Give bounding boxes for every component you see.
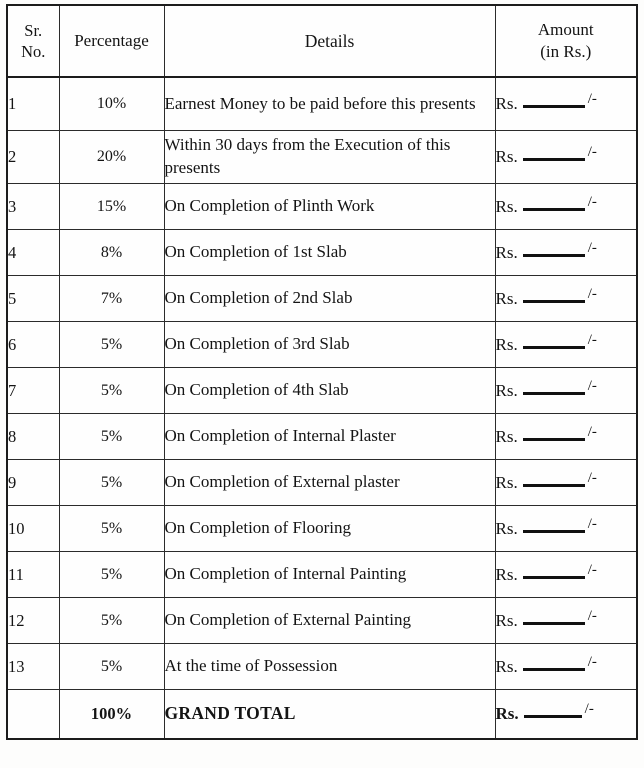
cell-sr-no: 6: [7, 322, 59, 368]
amount-blank-field[interactable]: [495, 377, 637, 401]
table-row: [7, 322, 637, 368]
cell-percentage: 5%: [59, 644, 164, 690]
column-header-amount-line2: (in Rs.): [540, 42, 592, 61]
amount-suffix: /-: [587, 561, 597, 578]
cell-details: On Completion of 1st Slab: [164, 230, 495, 276]
cell-percentage: 5%: [59, 552, 164, 598]
amount-blank-line[interactable]: [523, 335, 585, 349]
grand-total-row: [7, 690, 637, 740]
cell-percentage: 15%: [59, 184, 164, 230]
amount-suffix: /-: [587, 91, 597, 107]
cell-amount: [495, 460, 637, 506]
cell-amount: [495, 368, 637, 414]
cell-details: Earnest Money to be paid before this presents: [164, 77, 495, 131]
cell-sr-no: 11: [7, 552, 59, 598]
column-header-amount: [495, 5, 637, 77]
currency-label: Rs.: [495, 472, 518, 492]
cell-percentage: 20%: [59, 131, 164, 184]
currency-label: Rs.: [495, 380, 518, 400]
payment-schedule-table: [6, 4, 638, 740]
cell-details: On Completion of 2nd Slab: [164, 276, 495, 322]
cell-amount: [495, 322, 637, 368]
cell-sr-no: 5: [7, 276, 59, 322]
cell-percentage: 5%: [59, 460, 164, 506]
amount-blank-field[interactable]: [495, 607, 637, 631]
amount-blank-field[interactable]: [495, 561, 637, 585]
amount-blank-line[interactable]: [523, 473, 585, 487]
cell-sr-no: 3: [7, 184, 59, 230]
cell-amount: [495, 230, 637, 276]
cell-amount: [495, 598, 637, 644]
cell-sr-no: 2: [7, 131, 59, 184]
table-row: [7, 552, 637, 598]
cell-percentage: 5%: [59, 506, 164, 552]
column-header-percentage: Percentage: [59, 5, 164, 77]
cell-details: On Completion of External Painting: [164, 598, 495, 644]
amount-blank-line[interactable]: [523, 381, 585, 395]
cell-details: On Completion of 4th Slab: [164, 368, 495, 414]
cell-sr-no: 12: [7, 598, 59, 644]
cell-details: At the time of Possession: [164, 644, 495, 690]
table-header: [7, 5, 637, 77]
table-row: [7, 77, 637, 131]
table-row: [7, 368, 637, 414]
cell-sr-no: 4: [7, 230, 59, 276]
amount-suffix: /-: [587, 515, 597, 532]
cell-total-label: GRAND TOTAL: [164, 690, 495, 740]
amount-suffix: /-: [587, 285, 597, 302]
cell-details: On Completion of 3rd Slab: [164, 322, 495, 368]
cell-sr-no: 10: [7, 506, 59, 552]
amount-blank-field[interactable]: [495, 469, 637, 493]
table-row: [7, 230, 637, 276]
cell-percentage: 8%: [59, 230, 164, 276]
cell-percentage: 7%: [59, 276, 164, 322]
amount-suffix: /-: [587, 331, 597, 348]
table-row: [7, 598, 637, 644]
amount-blank-line[interactable]: [523, 565, 585, 579]
table-row: [7, 506, 637, 552]
amount-suffix: /-: [587, 469, 597, 486]
cell-amount: [495, 77, 637, 131]
column-header-sr-no-line1: Sr.: [24, 20, 43, 40]
column-header-amount-line1: Amount: [537, 20, 594, 40]
amount-blank-field[interactable]: [495, 239, 637, 263]
currency-label: Rs.: [495, 704, 519, 723]
amount-suffix: /-: [587, 377, 597, 394]
amount-blank-line[interactable]: [523, 427, 585, 441]
amount-blank-line[interactable]: [523, 289, 585, 303]
amount-blank-line[interactable]: [523, 611, 585, 625]
amount-suffix: /-: [584, 701, 594, 717]
cell-details: On Completion of Flooring: [164, 506, 495, 552]
cell-percentage: 10%: [59, 77, 164, 131]
cell-amount: [495, 276, 637, 322]
table-row: [7, 414, 637, 460]
cell-details: On Completion of Plinth Work: [164, 184, 495, 230]
cell-amount: [495, 506, 637, 552]
currency-label: Rs.: [495, 564, 518, 584]
table-body: [7, 77, 637, 739]
cell-percentage: 5%: [59, 368, 164, 414]
amount-suffix: /-: [587, 607, 597, 624]
currency-label: Rs.: [495, 94, 518, 113]
table-row: [7, 184, 637, 230]
amount-blank-field[interactable]: [495, 144, 637, 167]
currency-label: Rs.: [495, 288, 518, 308]
amount-blank-field[interactable]: [495, 193, 637, 217]
cell-percentage: 5%: [59, 598, 164, 644]
cell-sr-no: [7, 690, 59, 740]
cell-amount: [495, 644, 637, 690]
amount-blank-field[interactable]: [495, 331, 637, 355]
amount-suffix: /-: [587, 423, 597, 440]
currency-label: Rs.: [495, 518, 518, 538]
cell-details: On Completion of Internal Painting: [164, 552, 495, 598]
amount-suffix: /-: [587, 239, 597, 256]
table-row: [7, 460, 637, 506]
currency-label: Rs.: [495, 147, 518, 166]
currency-label: Rs.: [495, 426, 518, 446]
amount-blank-line[interactable]: [523, 243, 585, 257]
column-header-sr-no-line2: No.: [21, 42, 46, 61]
cell-details: On Completion of Internal Plaster: [164, 414, 495, 460]
amount-blank-field[interactable]: [495, 91, 637, 114]
currency-label: Rs.: [495, 242, 518, 262]
cell-details: Within 30 days from the Execution of this presents: [164, 131, 495, 184]
cell-sr-no: 7: [7, 368, 59, 414]
cell-amount: [495, 552, 637, 598]
cell-sr-no: 9: [7, 460, 59, 506]
table-row: [7, 644, 637, 690]
table-row: [7, 131, 637, 184]
amount-blank-line[interactable]: [524, 704, 582, 718]
cell-amount: [495, 414, 637, 460]
cell-amount: [495, 131, 637, 184]
amount-blank-line[interactable]: [523, 147, 585, 161]
currency-label: Rs.: [495, 196, 518, 216]
amount-blank-line[interactable]: [523, 519, 585, 533]
amount-blank-line[interactable]: [523, 197, 585, 211]
cell-percentage: 5%: [59, 322, 164, 368]
cell-sr-no: 1: [7, 77, 59, 131]
currency-label: Rs.: [495, 656, 518, 676]
cell-details: On Completion of External plaster: [164, 460, 495, 506]
amount-blank-field[interactable]: [495, 423, 637, 447]
currency-label: Rs.: [495, 334, 518, 354]
cell-total-percentage: 100%: [59, 690, 164, 740]
cell-sr-no: 8: [7, 414, 59, 460]
amount-suffix: /-: [587, 653, 597, 670]
cell-total-amount: [495, 690, 637, 740]
currency-label: Rs.: [495, 610, 518, 630]
column-header-details: Details: [164, 5, 495, 77]
amount-blank-line[interactable]: [523, 94, 585, 108]
amount-blank-field[interactable]: [495, 701, 637, 724]
header-row: [7, 5, 637, 77]
amount-suffix: /-: [587, 193, 597, 210]
amount-blank-line[interactable]: [523, 657, 585, 671]
table-row: [7, 276, 637, 322]
amount-blank-field[interactable]: [495, 285, 637, 309]
cell-amount: [495, 184, 637, 230]
amount-blank-field[interactable]: [495, 653, 637, 677]
cell-percentage: 5%: [59, 414, 164, 460]
column-header-sr-no: [7, 5, 59, 77]
amount-suffix: /-: [587, 144, 597, 160]
cell-sr-no: 13: [7, 644, 59, 690]
amount-blank-field[interactable]: [495, 515, 637, 539]
